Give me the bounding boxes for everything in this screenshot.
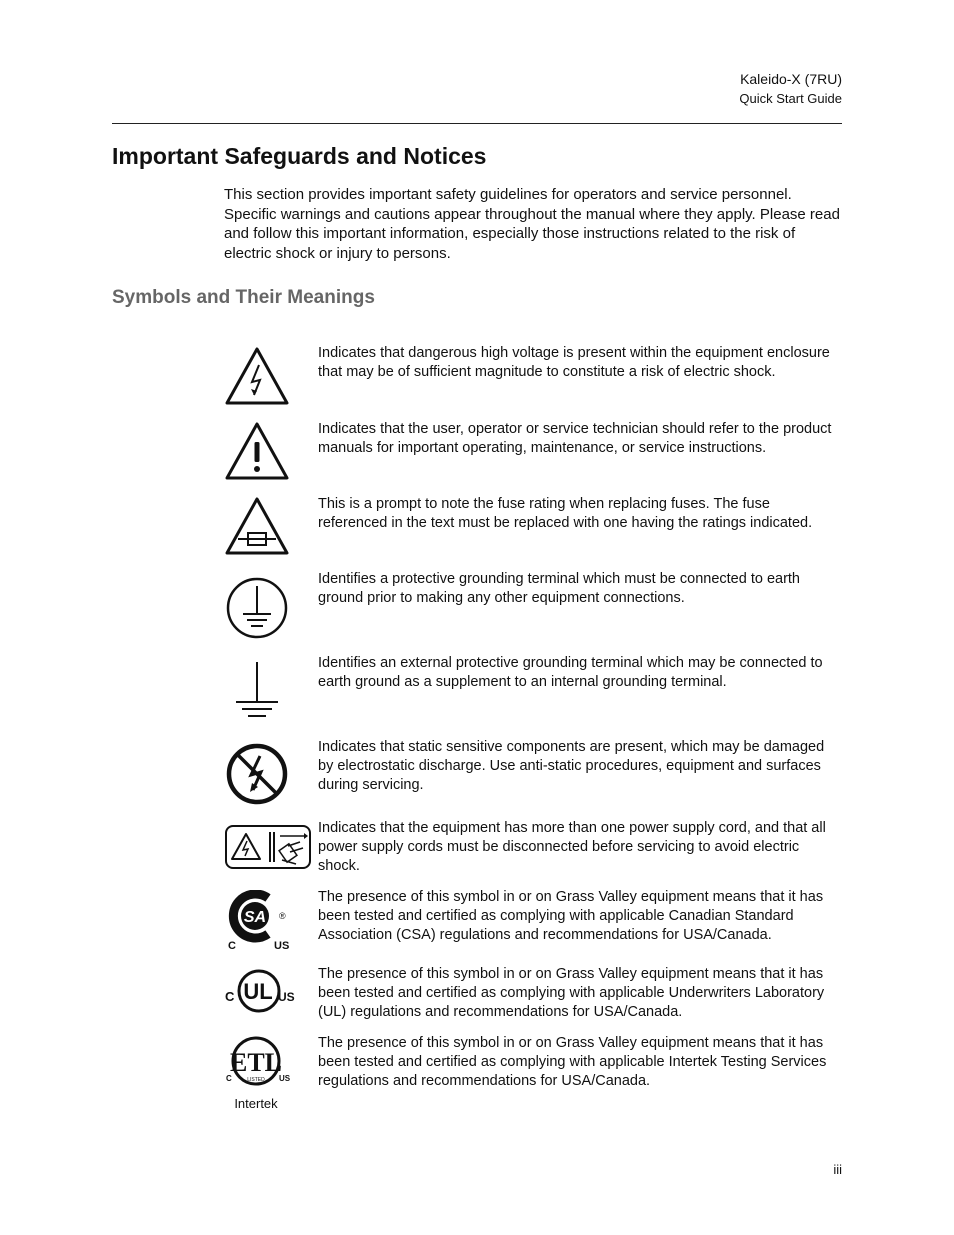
symbol-description: The presence of this symbol in or on Grass Valley equipment means that it has been tested and certified as complying with applicable Underwriters Laboratory (UL) regulations and recommendations for USA/Canada. [318, 966, 825, 1020]
caution-exclamation-icon [224, 420, 290, 482]
svg-text:LISTED: LISTED [247, 1077, 265, 1083]
svg-text:C: C [228, 940, 236, 952]
symbol-description: The presence of this symbol in or on Grass Valley equipment means that it has been tested and certified as complying with applicable Intertek Testing Services regulations and recommendations for USA/Canada. [318, 1035, 827, 1089]
multiple-power-cords-icon [224, 824, 312, 870]
section-heading: Symbols and Their Meanings [112, 287, 375, 308]
svg-text:C: C [226, 1074, 232, 1083]
symbol-description: Indicates that dangerous high voltage is present within the equipment enclosure that may be of sufficient magnitude to constitute a risk of electric shock. [318, 345, 830, 380]
svg-text:UL: UL [243, 979, 273, 1004]
symbol-description: Indicates that the user, operator or service technician should refer to the product manuals for important operating, maintenance, or service instructions. [318, 421, 832, 456]
svg-text:SA: SA [243, 909, 267, 926]
fuse-warning-icon [224, 495, 290, 557]
ul-certification-logo [224, 966, 296, 1020]
page-number: iii [833, 1162, 842, 1177]
svg-text:ETL: ETL [229, 1048, 283, 1077]
svg-text:C: C [225, 989, 235, 1004]
static-sensitive-icon [224, 742, 290, 806]
protective-ground-icon [224, 576, 290, 640]
svg-text:Intertek: Intertek [234, 1096, 278, 1111]
etl-intertek-logo [224, 1036, 296, 1114]
header-rule [112, 123, 842, 124]
intro-paragraph: This section provides important safety guidelines for operators and service personnel. Specific warnings and cautions appear throughout the manual where they apply. Please read and follow this important information, especially those instructions related to the risk of electric shock or injury to persons. [224, 186, 840, 262]
document-subtitle: Quick Start Guide [739, 91, 842, 106]
document-title: Kaleido-X (7RU) [740, 71, 842, 87]
csa-certification-logo [224, 890, 296, 954]
symbol-description: Identifies an external protective grounding terminal which may be connected to earth ground as a supplement to an internal grounding terminal. [318, 655, 823, 690]
symbol-description: Identifies a protective grounding terminal which must be connected to earth ground prior to making any other equipment connections. [318, 571, 800, 606]
symbol-description: Indicates that static sensitive components are present, which may be damaged by electrostatic discharge. Use anti-static procedures, equipment and surfaces during servicing. [318, 739, 825, 793]
symbol-description: The presence of this symbol in or on Grass Valley equipment means that it has been tested and certified as complying with applicable Canadian Standard Association (CSA) regulations and recommendations for USA/Canada. [318, 889, 824, 943]
svg-text:US: US [274, 940, 290, 952]
symbol-description: Indicates that the equipment has more than one power supply cord, and that all power supply cords must be disconnected before servicing to avoid electric shock. [318, 820, 826, 874]
high-voltage-warning-icon [224, 345, 290, 407]
svg-text:US: US [278, 990, 295, 1004]
svg-text:®: ® [279, 911, 286, 921]
svg-text:US: US [279, 1074, 291, 1083]
external-ground-icon [224, 660, 290, 722]
page-heading: Important Safeguards and Notices [112, 143, 487, 169]
symbol-description: This is a prompt to note the fuse rating when replacing fuses. The fuse referenced in the text must be replaced with one having the ratings indicated. [318, 496, 813, 531]
